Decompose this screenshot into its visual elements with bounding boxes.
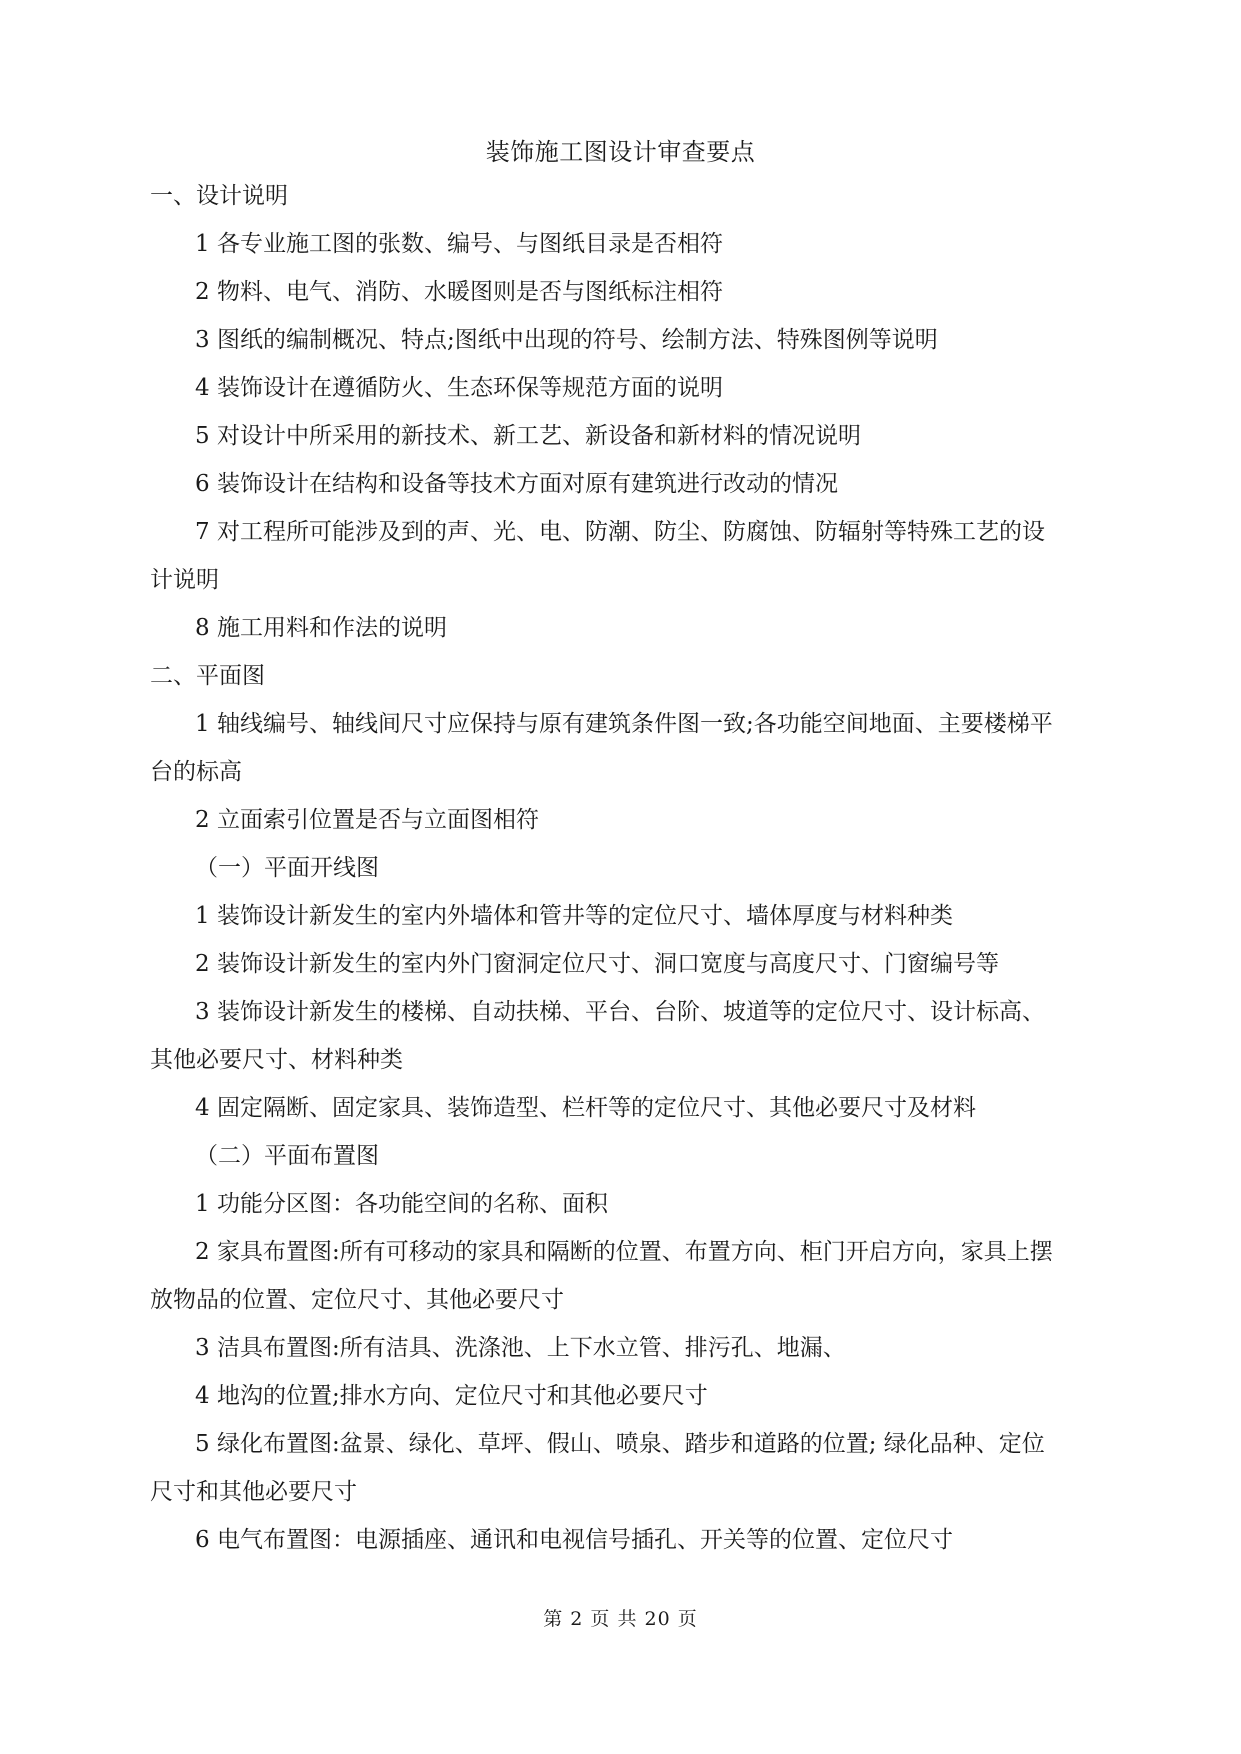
text-line: 1 功能分区图：各功能空间的名称、面积 [195, 1191, 608, 1217]
document-body [150, 172, 1115, 1564]
text-line: 5 绿化布置图:盆景、绿化、草坪、假山、喷泉、踏步和道路的位置; 绿化品种、定位 [195, 1431, 1045, 1457]
text-line: 2 物料、电气、消防、水暖图则是否与图纸标注相符 [195, 279, 723, 305]
text-line: 其他必要尺寸、材料种类 [150, 1047, 403, 1073]
page-footer: 第 2 页 共 20 页 [543, 1608, 698, 1630]
section-heading: 二、平面图 [150, 663, 265, 689]
text-line: 2 立面索引位置是否与立面图相符 [195, 807, 539, 833]
text-line: 尺寸和其他必要尺寸 [150, 1479, 357, 1505]
text-line: 放物品的位置、定位尺寸、其他必要尺寸 [150, 1287, 564, 1313]
text-line: 6 电气布置图：电源插座、通讯和电视信号插孔、开关等的位置、定位尺寸 [195, 1527, 953, 1553]
text-line: 3 装饰设计新发生的楼梯、自动扶梯、平台、台阶、坡道等的定位尺寸、设计标高、 [195, 999, 1045, 1025]
text-line: 4 地沟的位置;排水方向、定位尺寸和其他必要尺寸 [195, 1383, 708, 1409]
text-line: 2 装饰设计新发生的室内外门窗洞定位尺寸、洞口宽度与高度尺寸、门窗编号等 [195, 951, 999, 977]
text-line: 4 装饰设计在遵循防火、生态环保等规范方面的说明 [195, 375, 723, 401]
section-heading: 一、设计说明 [150, 183, 288, 209]
text-line: 3 图纸的编制概况、特点;图纸中出现的符号、绘制方法、特殊图例等说明 [195, 327, 938, 353]
text-line: 3 洁具布置图:所有洁具、洗涤池、上下水立管、排污孔、地漏、 [195, 1335, 846, 1361]
text-line: （二）平面布置图 [195, 1143, 379, 1169]
text-line: 7 对工程所可能涉及到的声、光、电、防潮、防尘、防腐蚀、防辐射等特殊工艺的设 [195, 519, 1045, 545]
text-line: 8 施工用料和作法的说明 [195, 615, 447, 641]
text-line: 6 装饰设计在结构和设备等技术方面对原有建筑进行改动的情况 [195, 471, 838, 497]
text-line: 4 固定隔断、固定家具、装饰造型、栏杆等的定位尺寸、其他必要尺寸及材料 [195, 1095, 976, 1121]
text-line: 计说明 [150, 567, 219, 593]
text-line: （一）平面开线图 [195, 855, 379, 881]
text-line: 1 装饰设计新发生的室内外墙体和管井等的定位尺寸、墙体厚度与材料种类 [195, 903, 953, 929]
text-line: 2 家具布置图:所有可移动的家具和隔断的位置、布置方向、柜门开启方向，家具上摆 [195, 1239, 1053, 1265]
text-line: 1 各专业施工图的张数、编号、与图纸目录是否相符 [195, 231, 723, 257]
text-line: 台的标高 [150, 759, 242, 785]
text-line: 1 轴线编号、轴线间尺寸应保持与原有建筑条件图一致;各功能空间地面、主要楼梯平 [195, 711, 1053, 737]
text-line: 5 对设计中所采用的新技术、新工艺、新设备和新材料的情况说明 [195, 423, 861, 449]
document-title: 装饰施工图设计审查要点 [485, 138, 756, 166]
